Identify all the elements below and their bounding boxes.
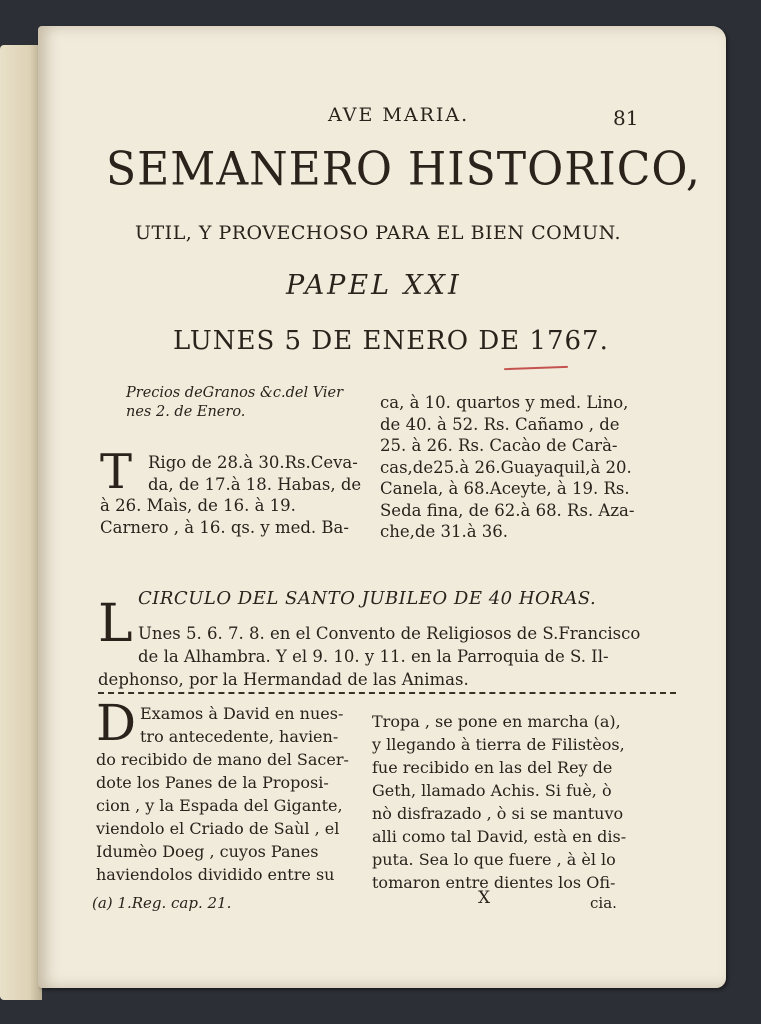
- subtitle: UTIL, Y PROVECHOSO PARA EL BIEN COMUN.: [135, 222, 622, 244]
- text-line: de 40. à 52. Rs. Cañamo , de: [380, 414, 620, 434]
- text-line: dote los Panes de la Proposi-: [96, 773, 329, 792]
- text-line: Examos à David en nues-: [140, 704, 344, 723]
- text-line: puta. Sea lo que fuere , à èl lo: [372, 850, 616, 869]
- text-line: ca, à 10. quartos y med. Lino,: [380, 393, 629, 412]
- section-divider: [98, 692, 676, 694]
- text-line: Idumèo Doeg , cuyos Panes: [96, 842, 319, 861]
- text-line: viendolo el Criado de Saùl , el: [96, 819, 340, 838]
- text-line: Tropa , se pone en marcha (a),: [372, 712, 621, 731]
- text-line: fue recibido en las del Rey de: [372, 758, 613, 777]
- text-line: de la Alhambra. Y el 9. 10. y 11. en la Parroquia de S. Il-: [138, 647, 609, 666]
- jubileo-dropcap: L: [98, 594, 133, 654]
- date-underline-mark: [504, 366, 568, 370]
- prices-heading-line: Precios deGranos &c.del Vier: [126, 385, 344, 401]
- text-line: do recibido de mano del Sacer-: [96, 750, 349, 769]
- facing-page-edge: [0, 45, 42, 1000]
- text-line: haviendolos dividido entre su: [96, 865, 335, 884]
- text-line: y llegando à tierra de Filistèos,: [372, 735, 625, 754]
- text-line: da, de 17.à 18. Habas, de: [148, 474, 362, 494]
- text-line: nò disfrazado , ò si se mantuvo: [372, 804, 624, 823]
- catchword: cia.: [590, 894, 617, 912]
- text-line: che,de 31.à 36.: [380, 522, 509, 541]
- text-line: cion , y la Espada del Gigante,: [96, 796, 343, 815]
- body-left-column: [96, 694, 349, 886]
- jubileo-paragraph: [98, 622, 640, 691]
- text-line: à 26. Maìs, de 16. à 19.: [100, 496, 296, 515]
- text-line: Seda fina, de 62.à 68. Rs. Aza-: [380, 500, 635, 520]
- text-line: Rigo de 28.à 30.Rs.Ceva-: [148, 453, 358, 472]
- text-line: Geth, llamado Achis. Si fuè, ò: [372, 781, 612, 800]
- prices-left-column: [100, 444, 362, 538]
- text-line: cas,de25.à 26.Guayaquil,à 20.: [380, 457, 632, 477]
- dateline: LUNES 5 DE ENERO DE 1767.: [173, 326, 609, 356]
- signature-mark: X: [478, 888, 491, 908]
- body-right-column: [372, 710, 626, 894]
- text-line: 25. à 26. Rs. Cacào de Carà-: [380, 436, 618, 455]
- prices-heading-line: nes 2. de Enero.: [126, 404, 246, 420]
- page-title: SEMANERO HISTORICO,: [106, 142, 701, 197]
- text-line: Unes 5. 6. 7. 8. en el Convento de Religiosos de S.Francisco: [138, 624, 641, 643]
- prices-heading: [126, 384, 343, 422]
- header-motto: AVE MARIA.: [328, 104, 470, 126]
- text-line: alli como tal David, està en dis-: [372, 827, 627, 846]
- jubileo-heading: CIRCULO DEL SANTO JUBILEO DE 40 HORAS.: [138, 588, 597, 609]
- body-dropcap: D: [96, 694, 137, 752]
- text-line: Canela, à 68.Aceyte, à 19. Rs.: [380, 479, 630, 498]
- text-line: tro antecedente, havien-: [140, 727, 339, 746]
- document-page: [38, 26, 726, 988]
- prices-dropcap: T: [100, 444, 133, 500]
- footnote: (a) 1.Reg. cap. 21.: [92, 894, 232, 912]
- prices-right-column: [380, 392, 634, 543]
- page-number: 81: [613, 106, 639, 130]
- text-line: Carnero , à 16. qs. y med. Ba-: [100, 517, 349, 537]
- issue-number: PAPEL XXI: [286, 270, 462, 301]
- text-line: dephonso, por la Hermandad de las Animas.: [98, 670, 469, 689]
- text-line: tomaron entre dientes los Ofi-: [372, 873, 616, 892]
